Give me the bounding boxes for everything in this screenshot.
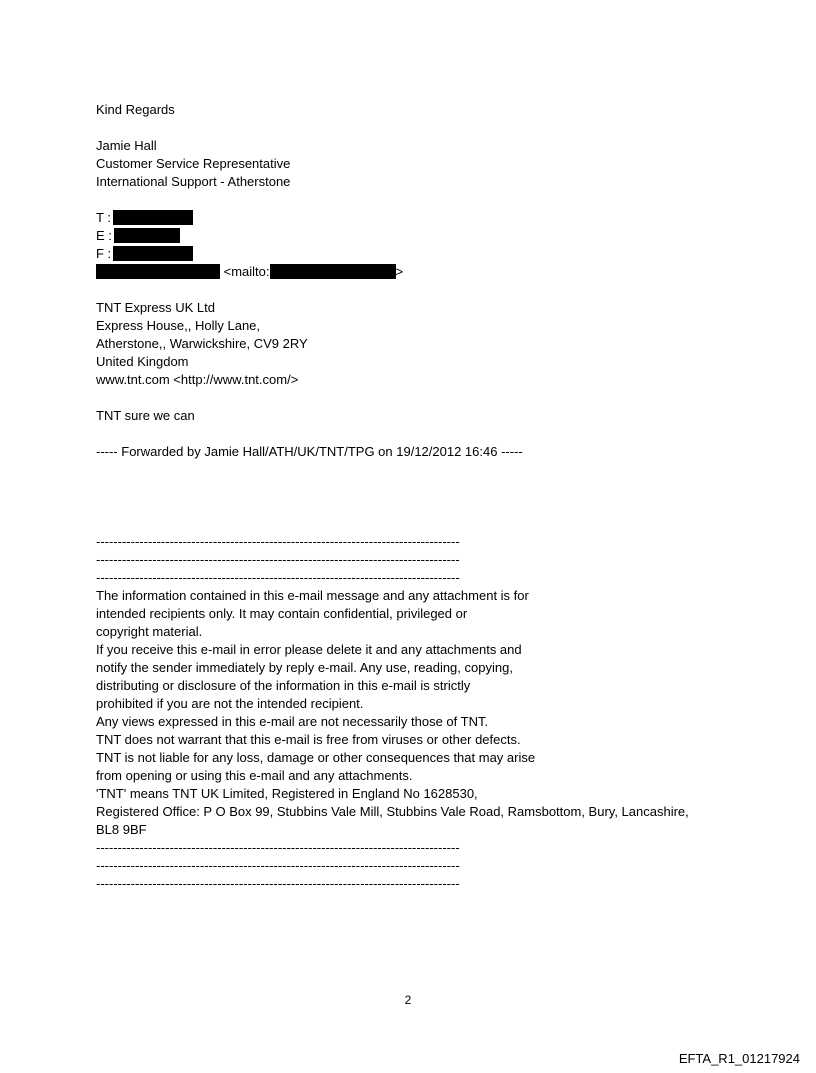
mailto-row <box>96 263 403 281</box>
phone-row <box>96 209 193 227</box>
disclaimer-line: TNT is not liable for any loss, damage or other consequences that may arise <box>96 750 536 765</box>
forwarded-header: ----- Forwarded by Jamie Hall/ATH/UK/TNT/TPG on 19/12/2012 16:46 ----- <box>96 444 523 459</box>
fax-label: F : <box>96 246 112 261</box>
company-name: TNT Express UK Ltd <box>96 300 215 315</box>
disclaimer-line: If you receive this e-mail in error please delete it and any attachments and <box>96 642 522 657</box>
disclaimer-line: distributing or disclosure of the information in this e-mail is strictly <box>96 678 471 693</box>
disclaimer-line: from opening or using this e-mail and any attachments. <box>96 768 413 783</box>
disclaimer-line: notify the sender immediately by reply e-mail. Any use, reading, copying, <box>96 660 513 675</box>
closing-line: Kind Regards <box>96 102 175 117</box>
separator-line: ------------------------------------------------------------------------------------ <box>96 858 460 873</box>
company-slogan: TNT sure we can <box>96 408 195 423</box>
company-website: www.tnt.com <http://www.tnt.com/> <box>96 372 299 387</box>
sender-title: Customer Service Representative <box>96 156 291 171</box>
phone-label: T : <box>96 210 111 225</box>
disclaimer-line: prohibited if you are not the intended recipient. <box>96 696 364 711</box>
company-address-line1: Express House,, Holly Lane, <box>96 318 261 333</box>
company-address-line2: Atherstone,, Warwickshire, CV9 2RY <box>96 336 308 351</box>
disclaimer-line: copyright material. <box>96 624 203 639</box>
email-label: E : <box>96 228 112 243</box>
disclaimer-line: 'TNT' means TNT UK Limited, Registered in England No 1628530, <box>96 786 478 801</box>
redaction-box <box>114 228 180 243</box>
redaction-box <box>96 264 220 279</box>
disclaimer-line: TNT does not warrant that this e-mail is free from viruses or other defects. <box>96 732 521 747</box>
separator-line: ------------------------------------------------------------------------------------ <box>96 534 460 549</box>
separator-line: ------------------------------------------------------------------------------------ <box>96 876 460 891</box>
mailto-close: > <box>395 264 404 279</box>
disclaimer-line: Registered Office: P O Box 99, Stubbins Vale Mill, Stubbins Vale Road, Ramsbottom, Bury, Lancashire, <box>96 804 689 819</box>
separator-line: ------------------------------------------------------------------------------------ <box>96 570 460 585</box>
redaction-box <box>270 264 396 279</box>
sender-department: International Support - Atherstone <box>96 174 291 189</box>
separator-line: ------------------------------------------------------------------------------------ <box>96 840 460 855</box>
email-row <box>96 227 180 245</box>
redaction-box <box>113 210 193 225</box>
disclaimer-line: Any views expressed in this e-mail are not necessarily those of TNT. <box>96 714 489 729</box>
redaction-box <box>113 246 193 261</box>
disclaimer-line: The information contained in this e-mail message and any attachment is for <box>96 588 529 603</box>
sender-name: Jamie Hall <box>96 138 157 153</box>
document-reference: EFTA_R1_01217924 <box>678 1051 800 1066</box>
disclaimer-line: intended recipients only. It may contain confidential, privileged or <box>96 606 468 621</box>
company-country: United Kingdom <box>96 354 189 369</box>
disclaimer-line: BL8 9BF <box>96 822 147 837</box>
fax-row <box>96 245 193 263</box>
mailto-open: <mailto: <box>223 264 270 279</box>
separator-line: ------------------------------------------------------------------------------------ <box>96 552 460 567</box>
page-number: 2 <box>404 993 412 1007</box>
